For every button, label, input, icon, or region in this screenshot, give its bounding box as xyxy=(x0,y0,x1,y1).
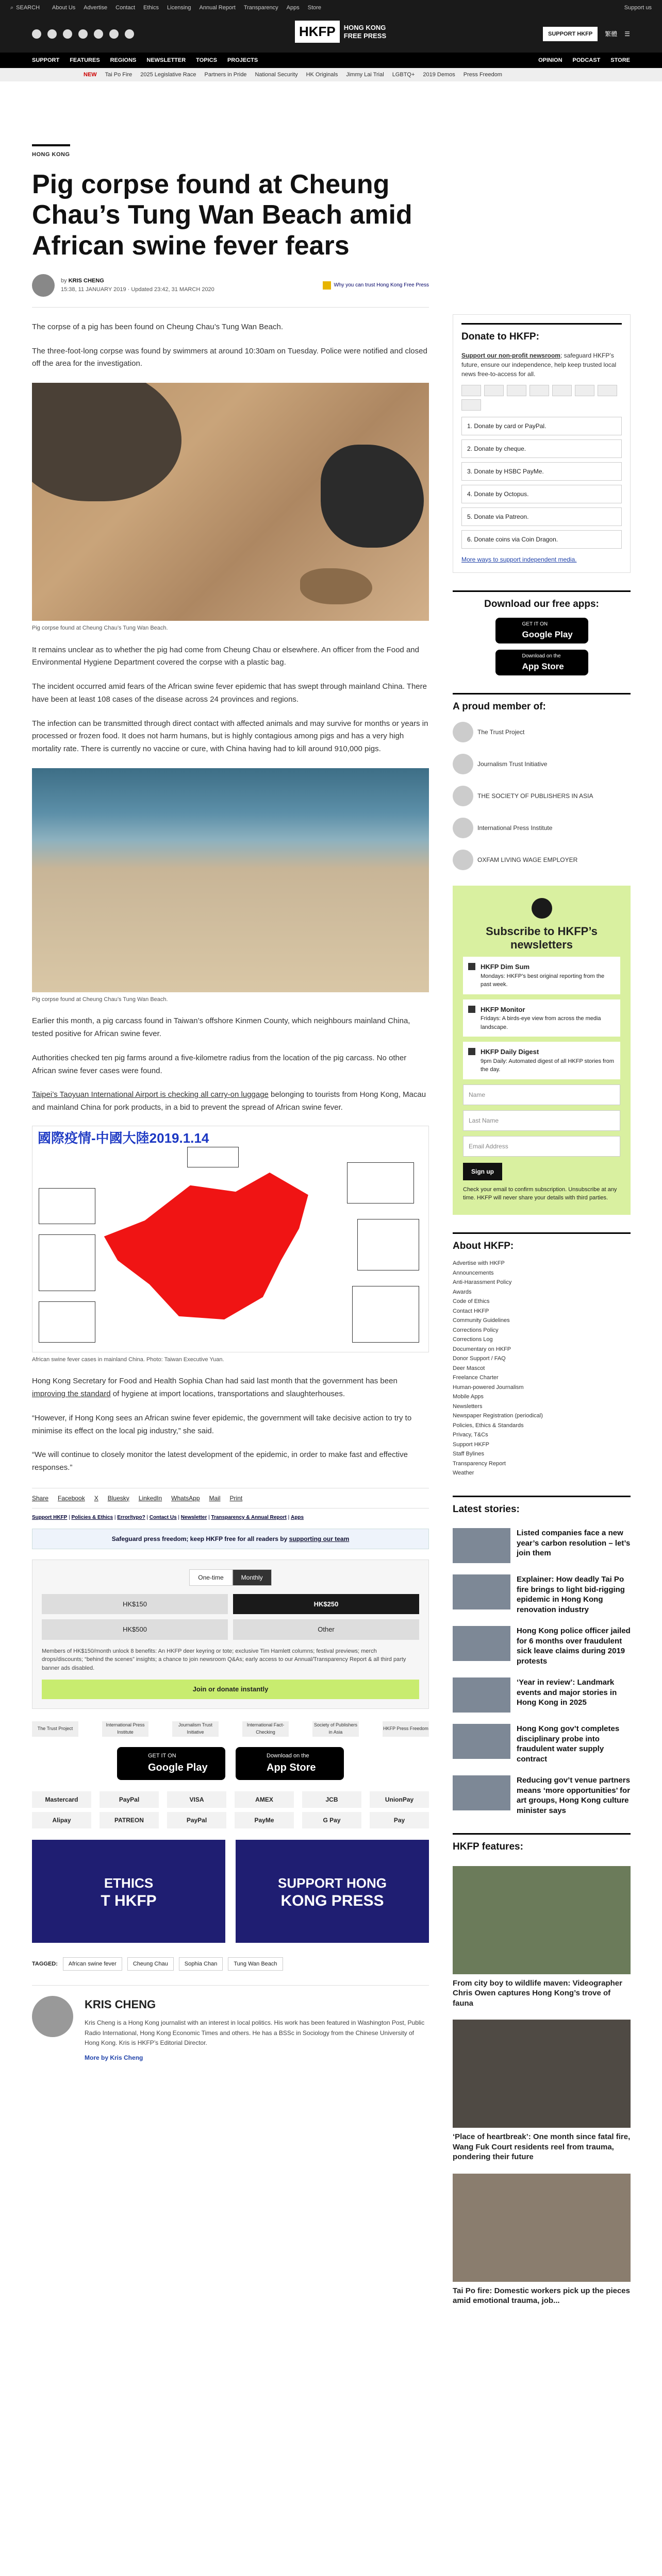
apps-heading: Download our free apps: xyxy=(453,590,631,612)
about-link[interactable]: Human-powered Journalism xyxy=(453,1384,524,1391)
article-title: Pig corpse found at Cheung Chau’s Tung Wan Beach amid African swine fever fears xyxy=(32,169,412,261)
topbar-link-licensing[interactable]: Licensing xyxy=(167,4,191,11)
features-section xyxy=(453,1833,631,2306)
partner-logo[interactable]: International Press Institute xyxy=(102,1721,148,1737)
paragraph: “However, if Hong Kong sees an African swine fever epidemic, the government will take decisive action to try to minimise its effect on the local pig industry,” she said. xyxy=(32,1413,412,1435)
tag[interactable]: Sophia Chan xyxy=(179,1957,223,1971)
topbar-link-advertise[interactable]: Advertise xyxy=(84,4,108,11)
story-thumbnail xyxy=(453,1677,510,1713)
telegram-icon[interactable] xyxy=(109,29,119,39)
latest-heading: Latest stories: xyxy=(453,1496,631,1517)
paypal-icon[interactable]: PayPal xyxy=(167,1812,226,1828)
last-name-field[interactable]: Last Name xyxy=(463,1110,620,1131)
about-link[interactable]: Anti-Harassment Policy xyxy=(453,1279,512,1286)
about-link[interactable]: Announcements xyxy=(453,1269,494,1276)
x-icon[interactable] xyxy=(47,29,57,39)
newsletter-heading: Subscribe to HKFP’s newsletters xyxy=(486,924,598,951)
story-thumbnail xyxy=(453,1724,510,1759)
paypal-icon[interactable]: PayPal xyxy=(100,1791,159,1808)
paragraph: The corpse of a pig has been found on Cheung Chau’s Tung Wan Beach. xyxy=(32,322,284,331)
member-logo[interactable]: THE SOCIETY OF PUBLISHERS IN ASIA xyxy=(453,786,631,806)
unionpay-icon[interactable]: UnionPay xyxy=(370,1791,429,1808)
jti-icon xyxy=(453,754,473,774)
share-x[interactable]: X xyxy=(94,1494,98,1502)
about-link[interactable]: Newspaper Registration (periodical) xyxy=(453,1413,543,1419)
about-link[interactable]: Weather xyxy=(453,1470,474,1477)
share-mail[interactable]: Mail xyxy=(209,1494,221,1502)
about-link[interactable]: Advertise with HKFP xyxy=(453,1260,505,1267)
story-item[interactable]: ‘Year in review’: Landmark events and major stories in Hong Kong in 2025 xyxy=(453,1677,631,1713)
author-avatar[interactable] xyxy=(32,274,55,297)
member-logo[interactable]: International Press Institute xyxy=(453,818,631,838)
about-link[interactable]: Donor Support / FAQ xyxy=(453,1355,506,1362)
support-hkfp-button[interactable]: SUPPORT HKFP xyxy=(543,27,598,42)
about-link[interactable]: Staff Bylines xyxy=(453,1451,484,1458)
amount-option[interactable]: HK$500 xyxy=(42,1619,228,1640)
features-heading: HKFP features: xyxy=(453,1833,631,1855)
about-link[interactable]: Documentary on HKFP xyxy=(453,1346,511,1352)
story-item[interactable]: Listed companies face a new year’s carbon resolution – let’s join them xyxy=(453,1528,631,1563)
about-link[interactable]: Transparency Report xyxy=(453,1460,506,1467)
paypal-icon xyxy=(529,385,549,396)
amex-icon[interactable]: AMEX xyxy=(235,1791,294,1808)
donate-method[interactable]: 4. Donate by Octopus. xyxy=(461,485,622,503)
donate-method[interactable]: 3. Donate by HSBC PayMe. xyxy=(461,462,622,481)
feature-image xyxy=(453,2174,631,2282)
partner-logo[interactable]: Society of Publishers in Asia xyxy=(312,1721,359,1737)
jcb-icon[interactable]: JCB xyxy=(302,1791,361,1808)
feature-image xyxy=(453,2020,631,2128)
footer-links: Support HKFP | Policies & Ethics | Error/typo? | Contact Us | Newsletter | Transparency & Annual Report | Apps xyxy=(32,1514,304,1520)
amount-option-selected[interactable]: HK$250 xyxy=(233,1594,419,1615)
donate-method[interactable]: 6. Donate coins via Coin Dragon. xyxy=(461,530,622,549)
linkedin-icon[interactable] xyxy=(94,29,103,39)
about-link[interactable]: Freelance Charter xyxy=(453,1375,499,1381)
nav-podcast[interactable]: PODCAST xyxy=(572,57,601,63)
article xyxy=(32,144,429,2062)
share-bluesky[interactable]: Bluesky xyxy=(107,1494,129,1502)
about-link[interactable]: Awards xyxy=(453,1289,472,1295)
trust-link[interactable]: Why you can trust Hong Kong Free Press xyxy=(323,281,429,290)
story-thumbnail xyxy=(453,1574,510,1609)
topbar-link-contact[interactable]: Contact xyxy=(115,4,136,11)
google-play-button[interactable]: GET IT ON Google Play xyxy=(495,618,588,643)
card-logos xyxy=(461,385,622,411)
link-policies[interactable]: Policies & Ethics xyxy=(71,1514,113,1520)
china-map-shape xyxy=(100,1173,326,1332)
newsletter-option[interactable]: HKFP Dim Sum Mondays: HKFP’s best original reporting from the past week. xyxy=(463,957,620,994)
facebook-icon[interactable] xyxy=(32,29,41,39)
about-link[interactable]: Contact HKFP xyxy=(453,1308,489,1314)
more-by-author-link[interactable]: More by Kris Cheng xyxy=(85,2054,143,2061)
newsletter-option[interactable]: HKFP Monitor Fridays: A birds-eye view from across the media landscape. xyxy=(463,999,620,1037)
whatsapp-icon[interactable] xyxy=(125,29,134,39)
google-pay-icon[interactable]: G Pay xyxy=(302,1812,361,1828)
topbar-link-apps[interactable]: Apps xyxy=(286,4,300,11)
google-play-button[interactable]: GET IT ON Google Play xyxy=(117,1747,225,1780)
promo-banners xyxy=(32,1840,429,1943)
nav-regions[interactable]: REGIONS xyxy=(110,57,137,63)
newsletter-option[interactable]: HKFP Daily Digest 9pm Daily: Automated digest of all HKFP stories from the day. xyxy=(463,1042,620,1079)
trending-bar xyxy=(0,68,662,81)
donate-method[interactable]: 2. Donate by cheque. xyxy=(461,439,622,458)
share-label: Share xyxy=(32,1494,49,1502)
trust-icon xyxy=(323,281,331,290)
topbar-link-annual-report[interactable]: Annual Report xyxy=(199,4,236,11)
tab-one-time[interactable]: One-time xyxy=(189,1569,232,1586)
support-promo[interactable]: SUPPORT HONG KONG PRESS xyxy=(236,1840,429,1943)
about-link[interactable]: Support HKFP xyxy=(453,1441,489,1448)
newsletter-signup xyxy=(453,886,631,1215)
about-link[interactable]: Newsletters xyxy=(453,1403,483,1410)
member-benefits: Members of HK$150/month unlock 8 benefits: An HKFP deer keyring or tote; exclusive Tim Hamlett columns; festival previews; merch drops/discounts; “behind the scenes” insights; a chance to join newsroom Q&As; early access to our Annual/Transparency Report & all third party banner ads disabled. xyxy=(42,1648,406,1671)
trending-link[interactable]: 2019 Demos xyxy=(423,71,455,78)
share-linkedin[interactable]: LinkedIn xyxy=(138,1494,162,1502)
map-caption: African swine fever cases in mainland China. Photo: Taiwan Executive Yuan. xyxy=(32,1356,224,1363)
nav-topics[interactable]: TOPICS xyxy=(196,57,217,63)
share-facebook[interactable]: Facebook xyxy=(58,1494,85,1502)
author-box xyxy=(32,1985,429,2062)
paragraph: Authorities checked ten pig farms around a five-kilometre radius from the location of the pig carcass. No other African swine fever cases were found. xyxy=(32,1053,407,1075)
search-icon: ⌕ xyxy=(10,4,14,11)
ipi-icon xyxy=(453,818,473,838)
more-ways-link[interactable]: More ways to support independent media. xyxy=(461,555,577,563)
menu-icon[interactable]: ☰ xyxy=(624,30,630,38)
new-badge: NEW xyxy=(84,71,97,78)
tag[interactable]: African swine fever xyxy=(63,1957,122,1971)
partner-logo[interactable]: The Trust Project xyxy=(32,1721,78,1737)
main-nav xyxy=(0,53,662,68)
site-logo[interactable] xyxy=(295,21,386,43)
beach-image xyxy=(32,768,429,992)
alipay-icon xyxy=(598,385,617,396)
trending-link[interactable]: HK Originals xyxy=(306,71,338,78)
about-link[interactable]: Code of Ethics xyxy=(453,1298,490,1305)
tag[interactable]: Tung Wan Beach xyxy=(228,1957,283,1971)
tab-monthly[interactable]: Monthly xyxy=(233,1569,272,1586)
story-item[interactable]: Reducing gov’t venue partners means ‘more opportunities’ for art groups, Hong Kong culture minister says xyxy=(453,1775,631,1816)
share-whatsapp[interactable]: WhatsApp xyxy=(171,1494,200,1502)
logo-mark: HKFP xyxy=(295,21,340,43)
email-field[interactable]: Email Address xyxy=(463,1136,620,1157)
logo-text: HONG KONG FREE PRESS xyxy=(343,23,387,40)
feature-item[interactable]: ‘Place of heartbreak’: One month since fatal fire, Wang Fuk Court residents reel from trauma, pondering their future xyxy=(453,2020,631,2162)
paragraph: Earlier this month, a pig carcass found in Taiwan’s offshore Kinmen County, which neighbours mainland China, tested positive for African swine fever. xyxy=(32,1016,410,1039)
member-heading: A proud member of: xyxy=(453,693,631,715)
about-link[interactable]: Corrections Log xyxy=(453,1336,493,1343)
share-bar xyxy=(32,1488,429,1509)
unionpay-icon xyxy=(575,385,594,396)
topbar-link-about[interactable]: About Us xyxy=(52,4,76,11)
paragraph: Taipei’s Taoyuan International Airport is checking all carry-on luggage belonging to tourists from Hong Kong, Macau and mainland China for pork products, in a bid to prevent the spread of African swine fever. xyxy=(32,1090,426,1112)
partner-logos xyxy=(32,1721,429,1737)
mastercard-icon[interactable]: Mastercard xyxy=(32,1791,91,1808)
story-thumbnail xyxy=(453,1775,510,1810)
youtube-icon[interactable] xyxy=(78,29,88,39)
publish-dates: 15:38, 11 JANUARY 2019 · Updated 23:42, 31 MARCH 2020 xyxy=(61,286,214,293)
paragraph: Hong Kong Secretary for Food and Health Sophia Chan had said last month that the government has been improving the standard of hygiene at import locations, transportations and slaughterhouses. xyxy=(32,1377,398,1399)
paragraph: “We will continue to closely monitor the latest development of the epidemic, in order to make fast and effective responses.” xyxy=(32,1450,408,1472)
nav-store[interactable]: STORE xyxy=(610,57,630,63)
article-photo[interactable] xyxy=(32,768,429,1004)
trending-link[interactable]: National Security xyxy=(255,71,298,78)
feature-image xyxy=(453,1866,631,1974)
trust-project-icon xyxy=(453,722,473,742)
search-button[interactable]: ⌕ SEARCH xyxy=(10,4,40,12)
donate-box: Donate to HKFP: Support our non-profit newsroom; safeguard HKFP’s future, ensure our independence, help keep trusted local news free-to-access for all. 1. Donate by card or PayPal. 2. Donate by cheque. 3. Donate by HSBC PayMe. 4. Donate by Octopus. 5. Donate via Patreon. 6. Donate coins via Coin Dragon. More ways to support independent media. xyxy=(453,314,631,573)
donate-heading: Donate to HKFP: xyxy=(461,323,622,345)
nav-support[interactable]: SUPPORT xyxy=(32,57,60,63)
about-link[interactable]: Mobile Apps xyxy=(453,1394,484,1400)
donate-method[interactable]: 5. Donate via Patreon. xyxy=(461,507,622,526)
partner-logo[interactable]: International Fact-Checking xyxy=(242,1721,289,1737)
sopa-icon xyxy=(453,786,473,806)
bell-icon xyxy=(532,898,552,919)
link-error[interactable]: Error/typo? xyxy=(117,1514,145,1520)
share-print[interactable]: Print xyxy=(229,1494,243,1502)
link-contact[interactable]: Contact Us xyxy=(149,1514,177,1520)
about-link[interactable]: Policies, Ethics & Standards xyxy=(453,1422,524,1429)
paragraph: The three-foot-long corpse was found by swimmers at around 10:30am on Tuesday. Police were notified and closed off the area for the investigation. xyxy=(32,346,427,368)
link-support[interactable]: Support HKFP xyxy=(32,1514,68,1520)
payment-methods xyxy=(32,1791,429,1828)
paragraph: It remains unclear as to whether the pig had come from Cheung Chau or elsewhere. An officer from the Food and Environmental Hygiene Department covered the corpse with a plastic bag. xyxy=(32,645,419,667)
donation-widget xyxy=(32,1560,429,1709)
topbar-link-ethics[interactable]: Ethics xyxy=(143,4,159,11)
app-buttons xyxy=(32,1747,429,1780)
tags xyxy=(32,1957,429,1971)
about-link[interactable]: Community Guidelines xyxy=(453,1317,510,1324)
byline: by KRIS CHENG 15:38, 11 JANUARY 2019 · Updated 23:42, 31 MARCH 2020 Why you can trust Hong Kong Free Press xyxy=(32,274,429,308)
nonprofit-link[interactable]: Support our non-profit newsroom xyxy=(461,351,560,359)
payme-icon[interactable]: PayMe xyxy=(235,1812,294,1828)
author-bio: Kris Cheng is a Hong Kong journalist with an interest in local politics. His work has been featured in Washington Post, Public Radio International, Hong Kong Economic Times and others. He has a BSSc in Sociology from the Chinese University of Hong Kong. Kris is HKFP’s Editorial Director. xyxy=(85,2019,425,2046)
instagram-icon[interactable] xyxy=(63,29,72,39)
hygiene-link[interactable]: improving the standard xyxy=(32,1389,111,1399)
trending-link[interactable]: Jimmy Lai Trial xyxy=(346,71,384,78)
pig-corpse-image xyxy=(32,383,429,621)
donate-method[interactable]: 1. Donate by card or PayPal. xyxy=(461,417,622,435)
trending-link[interactable]: Tai Po Fire xyxy=(105,71,133,78)
about-link[interactable]: Corrections Policy xyxy=(453,1327,499,1333)
trending-link[interactable]: 2025 Legislative Race xyxy=(140,71,196,78)
app-store-button[interactable]: Download on the App Store xyxy=(495,650,588,675)
trending-link[interactable]: LGBTQ+ xyxy=(392,71,415,78)
visa-icon xyxy=(484,385,504,396)
app-store-button[interactable]: Download on the App Store xyxy=(236,1747,344,1780)
signup-button[interactable]: Sign up xyxy=(463,1163,502,1180)
sidebar xyxy=(453,314,631,2306)
amount-option[interactable]: HK$150 xyxy=(42,1594,228,1615)
apple-pay-icon[interactable]: Pay xyxy=(370,1812,429,1828)
link-transparency[interactable]: Transparency & Annual Report xyxy=(211,1514,287,1520)
link-newsletter[interactable]: Newsletter xyxy=(180,1514,207,1520)
tags-label: TAGGED: xyxy=(32,1960,58,1967)
topbar-link-store[interactable]: Store xyxy=(307,4,322,11)
author-avatar[interactable] xyxy=(32,1996,73,2037)
site-header xyxy=(0,15,662,53)
alipay-icon[interactable]: Alipay xyxy=(32,1812,91,1828)
airport-link[interactable]: Taipei’s Taoyuan International Airport is checking all carry-on luggage xyxy=(32,1090,269,1099)
swine-fever-map[interactable] xyxy=(32,1126,429,1352)
latest-stories xyxy=(453,1496,631,1816)
amount-other[interactable]: Other xyxy=(233,1619,419,1640)
jcb-icon xyxy=(552,385,572,396)
support-team-link[interactable]: supporting our team xyxy=(289,1535,350,1543)
member-logo[interactable]: The Trust Project xyxy=(453,722,631,742)
topbar-link-transparency[interactable]: Transparency xyxy=(243,4,278,11)
about-section xyxy=(453,1232,631,1478)
about-link[interactable]: Deer Mascot xyxy=(453,1365,485,1371)
paragraph: The infection can be transmitted through direct contact with affected animals and may survive for months or years in processed or frozen food. It does not harm humans, but is highly contagious among pigs and has a very high mortality rate. There is currently no vaccine or cure, with China having had to kill around 910,000 pigs. xyxy=(32,719,428,754)
story-item[interactable]: Hong Kong police officer jailed for 6 months over fraudulent sick leave claims during 2019 protests xyxy=(453,1626,631,1666)
story-thumbnail xyxy=(453,1626,510,1661)
social-icons xyxy=(32,29,134,39)
partner-logo[interactable]: Journalism Trust Initiative xyxy=(172,1721,219,1737)
story-item[interactable]: Hong Kong gov’t completes disciplinary probe into fraudulent water supply contract xyxy=(453,1724,631,1764)
name-field[interactable]: Name xyxy=(463,1084,620,1105)
about-link[interactable]: Privacy, T&Cs xyxy=(453,1432,488,1438)
author-name[interactable]: KRIS CHENG xyxy=(85,1998,156,2011)
article-photo[interactable] xyxy=(32,383,429,633)
language-switch[interactable]: 繁體 xyxy=(605,30,618,38)
join-donate-button[interactable]: Join or donate instantly xyxy=(42,1680,419,1699)
author-link[interactable]: KRIS CHENG xyxy=(68,278,104,284)
feature-item[interactable]: Tai Po fire: Domestic workers pick up the pieces amid emotional trauma, job... xyxy=(453,2174,631,2306)
ethics-promo[interactable]: ETHICS T HKFP xyxy=(32,1840,225,1943)
member-logo[interactable]: Journalism Trust Initiative xyxy=(453,754,631,774)
photo-caption: Pig corpse found at Cheung Chau’s Tung Wan Beach. xyxy=(32,625,168,632)
patreon-icon[interactable]: PATREON xyxy=(100,1812,159,1828)
visa-icon[interactable]: VISA xyxy=(167,1791,226,1808)
oxfam-icon xyxy=(453,850,473,870)
member-logo[interactable]: OXFAM LIVING WAGE EMPLOYER xyxy=(453,850,631,870)
partner-logo[interactable]: HKFP Press Freedom xyxy=(383,1721,429,1737)
google-pay-icon xyxy=(461,399,481,411)
photo-caption: Pig corpse found at Cheung Chau’s Tung Wan Beach. xyxy=(32,996,168,1003)
nav-projects[interactable]: PROJECTS xyxy=(227,57,258,63)
story-item[interactable]: Explainer: How deadly Tai Po fire brings to light bid-rigging epidemic in Hong Kong renovation industry xyxy=(453,1574,631,1615)
feature-item[interactable]: From city boy to wildlife maven: Videographer Chris Owen captures Hong Kong’s trove of fauna xyxy=(453,1866,631,2009)
amex-icon xyxy=(507,385,526,396)
trending-link[interactable]: Partners in Pride xyxy=(204,71,247,78)
link-apps[interactable]: Apps xyxy=(291,1514,304,1520)
nav-opinion[interactable]: OPINION xyxy=(538,57,562,63)
about-heading: About HKFP: xyxy=(453,1232,631,1254)
map-title: 國際疫情-中國大陸2019.1.14 xyxy=(38,1130,209,1146)
story-thumbnail xyxy=(453,1528,510,1563)
paragraph: The incident occurred amid fears of the African swine fever epidemic that has swept through mainland China. There have been at least 108 cases of the disease across 24 provinces and regions. xyxy=(32,682,427,704)
topbar-support-link[interactable]: Support us xyxy=(624,4,652,11)
trending-link[interactable]: Press Freedom xyxy=(463,71,502,78)
nav-features[interactable]: FEATURES xyxy=(70,57,100,63)
nav-newsletter[interactable]: NEWSLETTER xyxy=(146,57,186,63)
top-utility-bar xyxy=(0,0,662,15)
tag[interactable]: Cheung Chau xyxy=(127,1957,174,1971)
press-freedom-banner: Safeguard press freedom; keep HKFP free for all readers by supporting our team xyxy=(32,1529,429,1549)
mastercard-icon xyxy=(461,385,481,396)
section-label[interactable]: HONG KONG xyxy=(32,144,70,159)
newsletter-note: Check your email to confirm subscription. Unsubscribe at any time. HKFP will never share your details with third parties. xyxy=(463,1186,617,1201)
